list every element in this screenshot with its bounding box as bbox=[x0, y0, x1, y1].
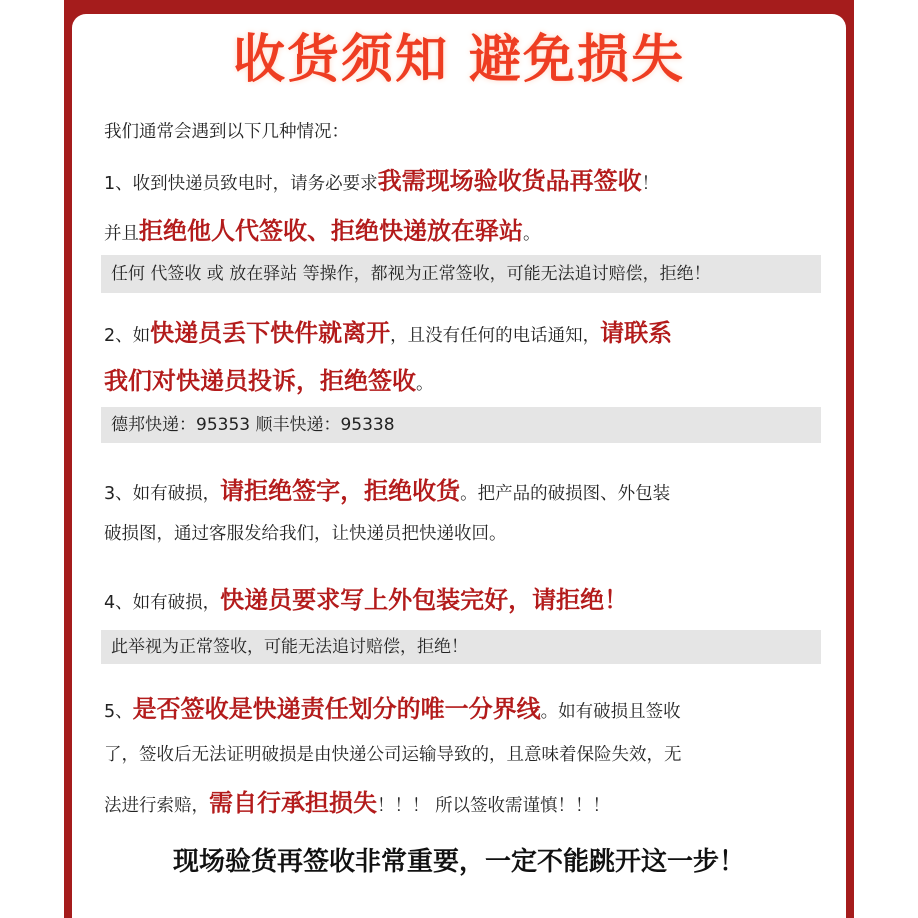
page-title: 收货须知 避免损失 bbox=[232, 30, 686, 90]
item4-line1 bbox=[104, 585, 628, 618]
item4-text: 4、如有破损， bbox=[104, 593, 221, 613]
item1-text: ！ bbox=[641, 174, 660, 194]
item3-line1 bbox=[104, 476, 670, 509]
item2-line2 bbox=[104, 366, 434, 399]
item1-highlight: 拒绝他人代签收、拒绝快递放在驿站 bbox=[139, 217, 523, 245]
item1-line2 bbox=[104, 216, 541, 249]
item5-line2: 了，签收后无法证明破损是由快递公司运输导致的，且意味着保险失效，无 bbox=[104, 745, 682, 765]
item5-line1 bbox=[104, 694, 681, 727]
item5-highlight: 需自行承担损失 bbox=[209, 789, 377, 817]
item3-text: 。把产品的破损图、外包装 bbox=[460, 484, 671, 504]
item1-text: 。 bbox=[523, 224, 541, 244]
item1-line1 bbox=[104, 166, 659, 199]
item5-line3 bbox=[104, 788, 610, 821]
item2-highlight: 我们对快递员投诉，拒绝签收 bbox=[104, 367, 416, 395]
item2-text: 2、如 bbox=[104, 326, 151, 346]
footer-warning: 现场验货再签收非常重要，一定不能跳开这一步！ bbox=[172, 847, 745, 877]
intro-text: 我们通常会遇到以下几种情况： bbox=[104, 122, 349, 142]
item1-note: 任何 代签收 或 放在驿站 等操作，都视为正常签收，可能无法追讨赔偿，拒绝！ bbox=[101, 255, 821, 293]
item4-highlight: 快递员要求写上外包装完好，请拒绝！ bbox=[220, 586, 629, 614]
item3-highlight: 请拒绝签字，拒绝收货 bbox=[220, 477, 461, 505]
item5-highlight: 是否签收是快递责任划分的唯一分界线 bbox=[132, 695, 541, 723]
item2-highlight: 快递员丢下快件就离开 bbox=[150, 319, 391, 347]
item3-text: 3、如有破损， bbox=[104, 484, 221, 504]
item2-text: 。 bbox=[416, 374, 434, 394]
item2-highlight: 请联系 bbox=[600, 319, 673, 347]
item3-line2: 破损图，通过客服发给我们，让快递员把快递收回。 bbox=[104, 524, 507, 544]
item5-text: 5、 bbox=[104, 702, 133, 722]
item1-text: 并且 bbox=[104, 224, 139, 244]
item5-text: ！！！ 所以签收需谨慎！！！ bbox=[377, 796, 611, 816]
item5-text: 。如有破损且签收 bbox=[540, 702, 681, 722]
item1-text: 1、收到快递员致电时，请务必要求 bbox=[104, 174, 378, 194]
item1-highlight: 我需现场验收货品再签收 bbox=[377, 167, 642, 195]
item2-line1 bbox=[104, 318, 672, 351]
item2-note: 德邦快递：95353 顺丰快递：95338 bbox=[101, 407, 821, 443]
item5-text: 法进行索赔， bbox=[104, 796, 209, 816]
content-card bbox=[72, 14, 846, 918]
item4-note: 此举视为正常签收，可能无法追讨赔偿，拒绝！ bbox=[101, 630, 821, 664]
item2-text: ，且没有任何的电话通知， bbox=[390, 326, 601, 346]
